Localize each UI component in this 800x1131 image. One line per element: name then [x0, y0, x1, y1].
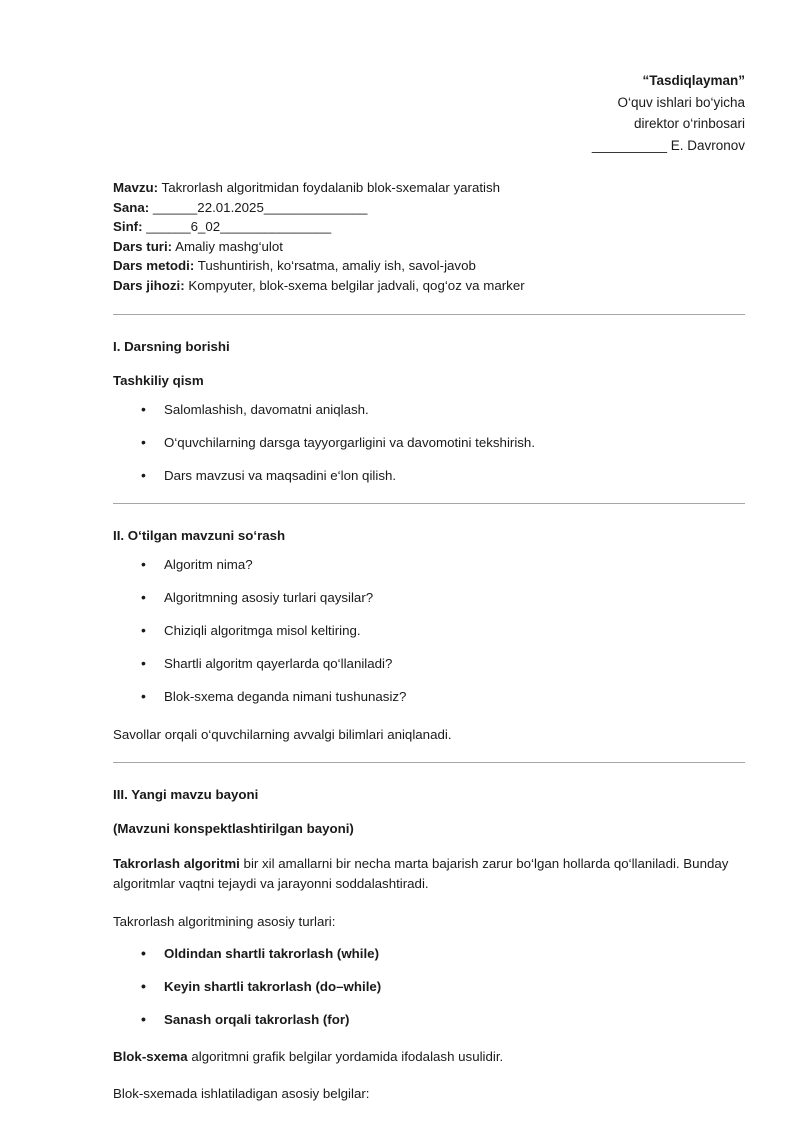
lesson-metadata [113, 178, 745, 295]
section-divider [113, 762, 745, 763]
section-2-bullet-list [113, 555, 745, 707]
term-blok-sxema: Blok-sxema [113, 1049, 188, 1064]
paragraph-1-text: bir xil amallarni bir necha marta bajarish zarur bo‘lgan hollarda qo‘llaniladi. Bunday algoritmlar vaqtni tejaydi va jarayonni soddalashtiradi. [113, 856, 729, 891]
section-1-title: I. Darsning borishi [113, 339, 230, 354]
meta-value: ______6_02_______________ [146, 219, 332, 234]
section-1-subtitle: Tashkiliy qism [113, 373, 204, 388]
section-divider [113, 314, 745, 315]
section-3-paragraph-2: Takrorlash algoritmining asosiy turlari: [113, 914, 336, 929]
list-item: • Blok-sxema deganda nimani tushunasiz? [113, 687, 745, 707]
list-item: • Keyin shartli takrorlash (do–while) [113, 977, 745, 997]
list-item: • O‘quvchilarning darsga tayyorgarligini va davomotini tekshirish. [113, 433, 745, 453]
section-1-bullet-list [113, 400, 745, 486]
meta-key: Sinf: [113, 219, 143, 234]
approval-line-3: direktor o‘rinbosari [633, 116, 745, 131]
meta-value: Tushuntirish, ko‘rsatma, amaliy ish, savol-javob [197, 258, 476, 273]
meta-value: Amaliy mashg‘ulot [175, 238, 283, 254]
approval-title: “Tasdiqlayman” [642, 73, 745, 88]
list-item: • Dars mavzusi va maqsadini e‘lon qilish. [113, 466, 745, 486]
section-divider [113, 503, 745, 504]
meta-row [113, 256, 745, 276]
list-item: • Algoritm nima? [113, 555, 745, 575]
meta-key: Mavzu: [113, 180, 159, 195]
section-2-closing-text: Savollar orqali o‘quvchilarning avvalgi bilimlari aniqlanadi. [113, 727, 452, 742]
section-3-bullet-list [113, 944, 745, 1030]
list-item: • Shartli algoritm qayerlarda qo‘llaniladi? [113, 654, 745, 674]
meta-row [113, 178, 745, 198]
meta-value: Kompyuter, blok-sxema belgilar jadvali, qog‘oz va marker [188, 277, 525, 293]
list-item: • Salomlashish, davomatni aniqlash. [113, 400, 745, 420]
list-item: • Chiziqli algoritmga misol keltiring. [113, 621, 745, 641]
meta-value: ______22.01.2025______________ [152, 199, 368, 215]
term-takrorlash-algoritmi: Takrorlash algoritmi [113, 856, 240, 871]
section-3-paragraph-3 [113, 1047, 745, 1067]
list-item: • Sanash orqali takrorlash (for) [113, 1010, 745, 1030]
meta-row [113, 198, 745, 218]
meta-row [113, 276, 745, 296]
approval-signature: __________ E. Davronov [591, 137, 745, 153]
meta-key: Dars turi: [113, 238, 173, 254]
paragraph-3-text: algoritmni grafik belgilar yordamida ifodalash usulidir. [187, 1049, 504, 1064]
section-3-paragraph-4: Blok-sxemada ishlatiladigan asosiy belgilar: [113, 1086, 370, 1101]
document-content [113, 0, 745, 1104]
meta-key: Dars metodi: [113, 258, 195, 273]
meta-row [113, 237, 745, 257]
meta-key: Dars jihozi: [113, 277, 185, 293]
meta-key: Sana: [113, 199, 150, 215]
section-3-title: III. Yangi mavzu bayoni [113, 787, 259, 802]
approval-header [113, 0, 745, 156]
section-3-subtitle: (Mavzuni konspektlashtirilgan bayoni) [113, 821, 354, 836]
section-2-title: II. O‘tilgan mavzuni so‘rash [113, 528, 286, 543]
list-item: • Algoritmning asosiy turlari qaysilar? [113, 588, 745, 608]
section-3-paragraph-1 [113, 854, 745, 894]
meta-row [113, 217, 745, 237]
list-item: • Oldindan shartli takrorlash (while) [113, 944, 745, 964]
meta-value: Takrorlash algoritmidan foydalanib blok-sxemalar yaratish [161, 180, 501, 195]
approval-line-2: O‘quv ishlari bo‘yicha [617, 94, 745, 110]
